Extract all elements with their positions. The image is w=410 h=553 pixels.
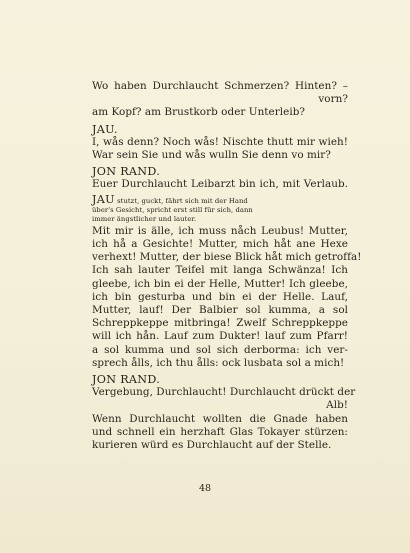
text-line: a sol kumma und sol sich derborma: ich ver- [92, 343, 348, 356]
text-line: I, wås denn? Noch wås! Nischte thutt mir wieh! [92, 135, 348, 148]
text-line: Mit mir is älle, ich muss nåch Leubus! Mutter, [92, 224, 348, 237]
text-line: gleebe, ich bin ei der Helle, Mutter! Ich gleebe, [92, 277, 348, 290]
speaker-name: JON RAND. [92, 165, 161, 179]
text-line: Alb! [326, 399, 348, 412]
text-line: Mutter, lauf! Der Balbier sol kumma, a sol [92, 304, 348, 317]
stage-direction [92, 192, 348, 206]
play-text [92, 80, 362, 452]
text-line: verhext! Mutter, der biese Blick håt mich getroffa! [92, 251, 362, 264]
text-line: und schnell ein herzhaft Glas Tokayer stürzen: [92, 425, 348, 438]
page-number: 48 [198, 483, 212, 494]
text-line: will ich hån. Lauf zum Dukter! lauf zum Pfarr! [92, 330, 348, 343]
stage-direction-text: stutzt, guckt, fährt sich mit der Hand [117, 196, 248, 205]
text-line: vorn? [318, 93, 348, 106]
stage-direction: über's Gesicht, spricht erst still für sich, dann [92, 206, 253, 215]
text-line: kurieren würd es Durchlaucht auf der Stelle. [92, 439, 332, 452]
speaker-name: JON RAND. [92, 373, 161, 387]
text-line: am Kopf? am Brustkorb oder Unterleib? [92, 106, 306, 119]
text-line: Euer Durchlaucht Leibarzt bin ich, mit Verlaub. [92, 178, 348, 191]
speaker-name: JAU [92, 192, 115, 206]
text-line: War sein Sie und wås wulln Sie denn vo mir? [92, 149, 331, 162]
text-line: ich bin gesturba und bin ei der Helle. Lauf, [92, 290, 348, 303]
text-line: Wo haben Durchlaucht Schmerzen? Hinten? – [92, 80, 348, 92]
stage-direction: immer ängstlicher und lauter. [92, 215, 197, 224]
text-line: ich hå a Gesichte! Mutter, mich håt ane Hexe [92, 238, 348, 251]
text-line: Ich sah lauter Teifel mit langa Schwänza! Ich [92, 264, 348, 277]
text-line: sprech ålls, ich thu ålls: ock lusbata sol a mich! [92, 356, 345, 369]
speaker-name: JAU. [92, 122, 118, 136]
text-line: Vergebung, Durchlaucht! Durchlaucht drückt der [92, 386, 356, 399]
text-line: Wenn Durchlaucht wollten die Gnade haben [92, 412, 348, 425]
text-line: Schreppkeppe mitbringa! Zwelf Schreppkeppe [92, 317, 348, 330]
